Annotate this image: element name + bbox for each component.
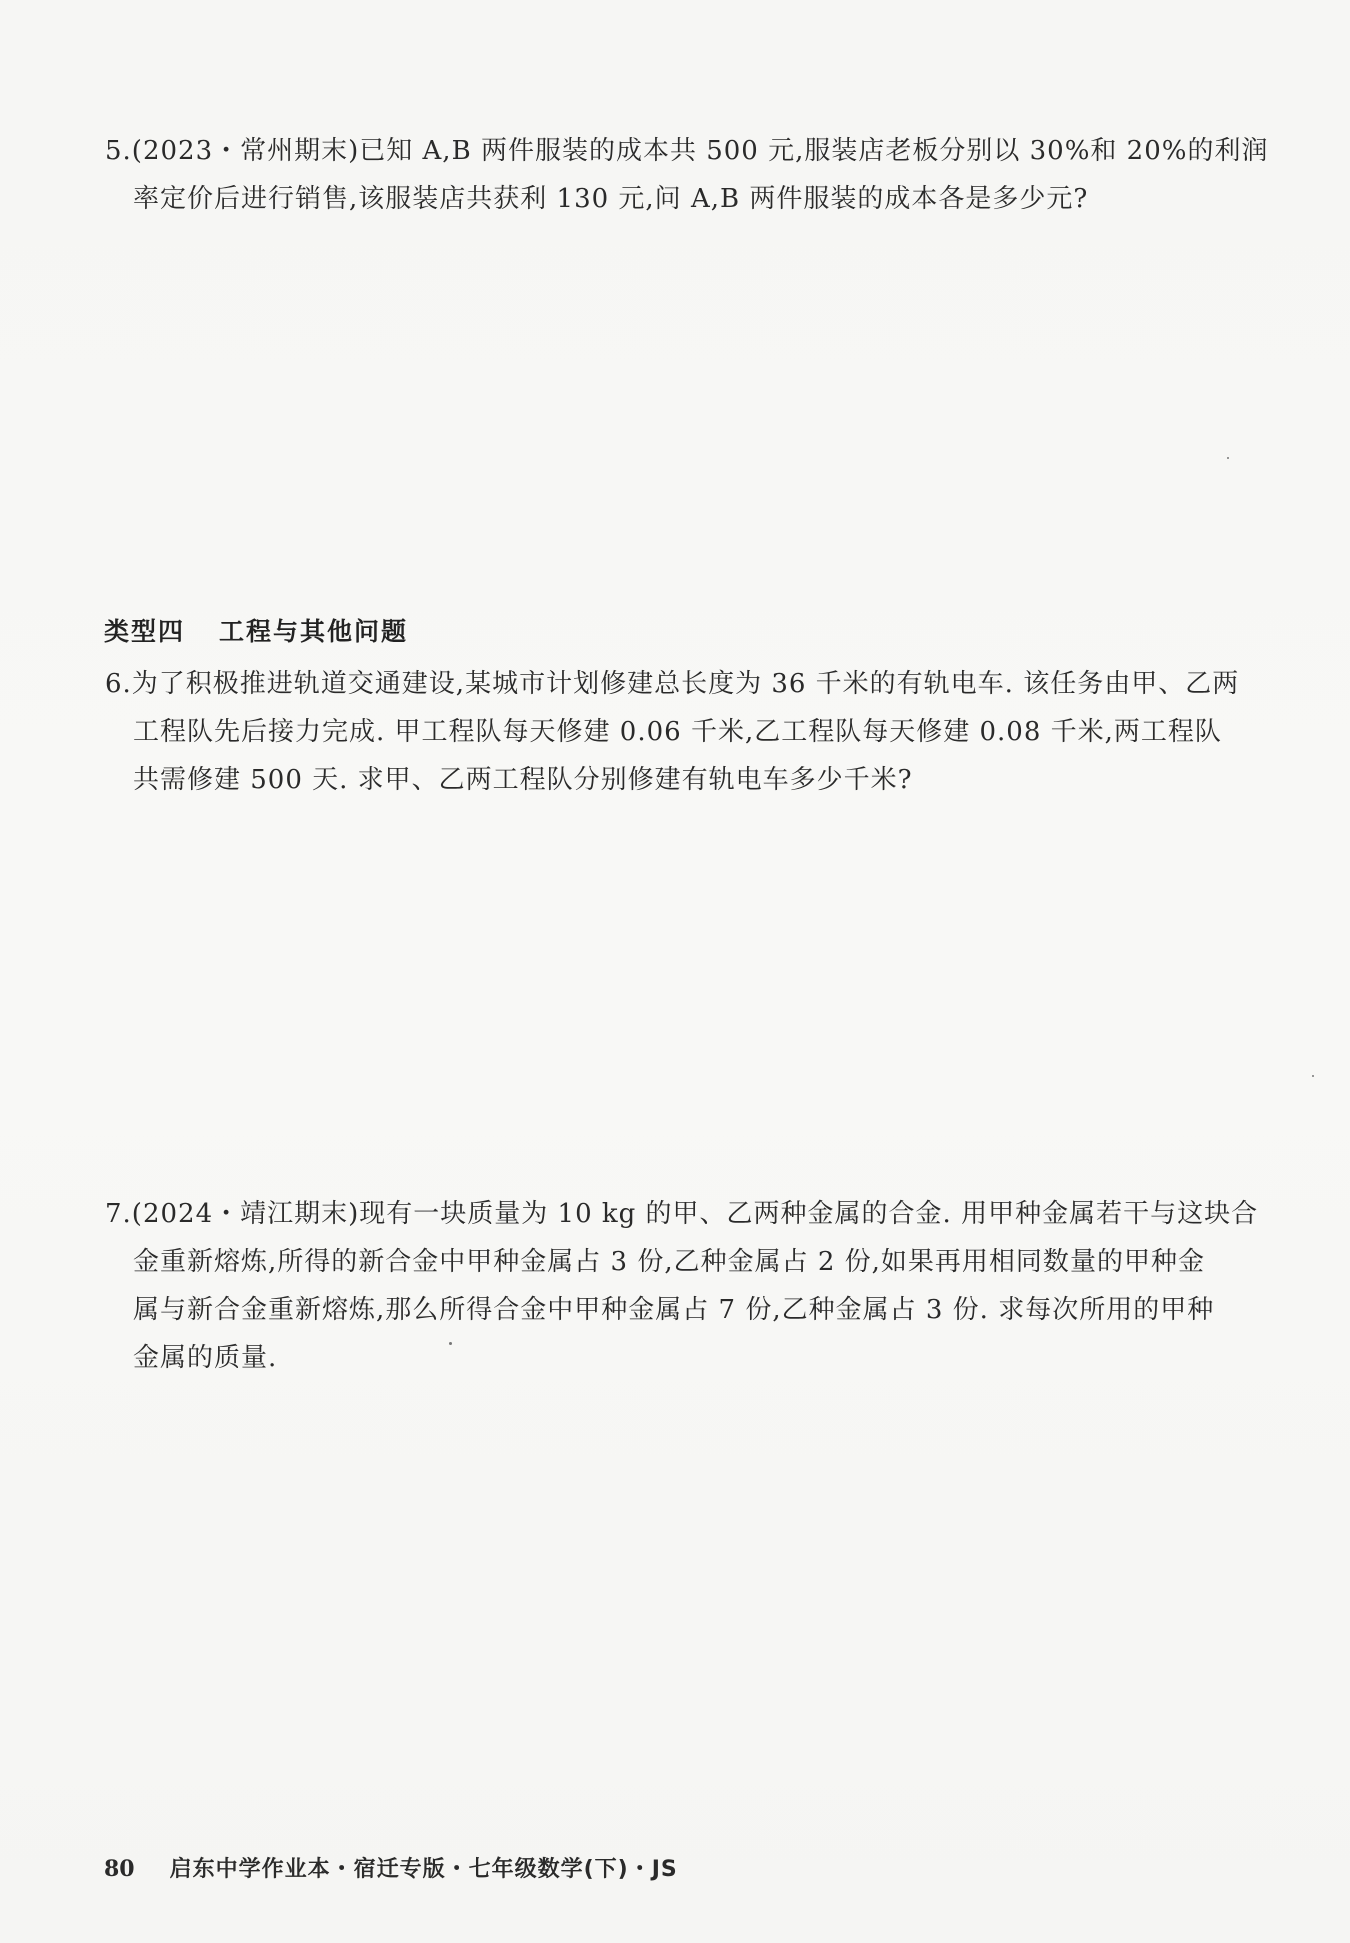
problem-6 — [105, 660, 1265, 804]
problem-6-line-2: 工程队先后接力完成. 甲工程队每天修建 0.06 千米,乙工程队每天修建 0.08 千米,两工程队 — [133, 717, 1222, 747]
problem-6-line-3: 共需修建 500 天. 求甲、乙两工程队分别修建有轨电车多少千米? — [133, 765, 913, 795]
problem-6-line-1: 6.为了积极推进轨道交通建设,某城市计划修建总长度为 36 千米的有轨电车. 该任务由甲、乙两 — [105, 669, 1240, 699]
section-heading — [104, 612, 408, 648]
book-title: 启东中学作业本・宿迁专版・七年级数学(下)・JS — [169, 1857, 678, 1882]
page-number: 80 — [104, 1856, 135, 1882]
scan-speck — [1312, 1075, 1314, 1077]
scan-speck — [449, 1342, 452, 1345]
problem-7-line-1: 7.(2024・靖江期末)现有一块质量为 10 kg 的甲、乙两种金属的合金. 用甲种金属若干与这块合 — [105, 1199, 1259, 1229]
section-label: 类型四 — [104, 617, 186, 646]
section-title-text: 工程与其他问题 — [219, 617, 409, 646]
problem-7 — [105, 1190, 1265, 1382]
problem-7-line-4: 金属的质量. — [133, 1343, 278, 1373]
page-footer — [104, 1852, 678, 1883]
problem-7-line-2: 金重新熔炼,所得的新合金中甲种金属占 3 份,乙种金属占 2 份,如果再用相同数量的甲种金 — [133, 1247, 1205, 1277]
problem-5 — [105, 127, 1269, 223]
problem-5-line-2: 率定价后进行销售,该服装店共获利 130 元,问 A,B 两件服装的成本各是多少元? — [133, 184, 1089, 214]
problem-5-line-1: 5.(2023・常州期末)已知 A,B 两件服装的成本共 500 元,服装店老板分别以 30%和 20%的利润 — [105, 136, 1269, 166]
scan-speck — [1227, 457, 1229, 459]
problem-7-line-3: 属与新合金重新熔炼,那么所得合金中甲种金属占 7 份,乙种金属占 3 份. 求每次所用的甲种 — [133, 1295, 1215, 1325]
